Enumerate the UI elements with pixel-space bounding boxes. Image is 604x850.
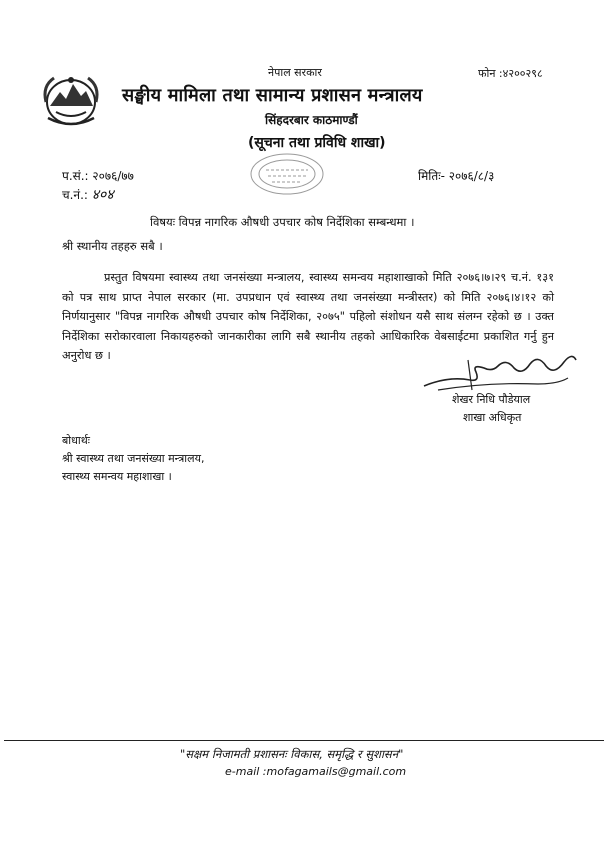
- footer-divider: [4, 740, 604, 741]
- dispatch-label: च.नं.:: [62, 188, 88, 202]
- cc-recipient-1: श्री स्वास्थ्य तथा जनसंख्या मन्त्रालय,: [62, 452, 205, 465]
- letter-subject: विषयः विपन्न नागरिक औषधी उपचार कोष निर्देशिका सम्बन्धमा ।: [150, 215, 415, 229]
- dispatch-value: ४०४: [91, 187, 114, 203]
- ministry-title: सङ्घीय मामिला तथा सामान्य प्रशासन मन्त्रालय: [122, 85, 423, 106]
- phone-number: फोन :४२००२९८: [478, 67, 543, 80]
- letter-date: मितिः- २०७६/८/३: [418, 169, 495, 183]
- ministry-address: सिंहदरबार काठमाण्डौं: [265, 113, 358, 127]
- salutation: श्री स्थानीय तहहरु सबै ।: [62, 239, 163, 253]
- cc-recipient-2: स्वास्थ्य समन्वय महाशाखा ।: [62, 470, 172, 483]
- government-name: नेपाल सरकार: [268, 66, 322, 79]
- signatory-title: शाखा अधिकृत: [463, 411, 522, 424]
- section-name: (सूचना तथा प्रविधि शाखा): [248, 135, 386, 151]
- cc-label: बोधार्थः: [62, 434, 90, 447]
- office-stamp-icon: [236, 150, 338, 198]
- footer-email: e-mail :mofagamails@gmail.com: [225, 765, 407, 778]
- letter-reference-number: प.सं.: २०७६/७७: [62, 169, 134, 183]
- dispatch-number: [62, 185, 114, 204]
- footer-motto: "सक्षम निजामती प्रशासनः विकास, समृद्धि र सुशासन": [180, 747, 404, 761]
- nepal-emblem-icon: [40, 72, 102, 128]
- signatory-name: शेखर निधि पौडेयाल: [452, 393, 531, 406]
- letter-body: प्रस्तुत विषयमा स्वास्थ्य तथा जनसंख्या मन्त्रालय, स्वास्थ्य समन्वय महाशाखाको मिति २०७६।७।२९ च.नं. १३१ को पत्र साथ प्राप्त नेपाल सरकार (मा. उपप्रधान एवं स्वास्थ्य तथा जनसंख्या मन्त्रीस्तर) को मिति २०७६।४।१२ को निर्णयानुसार "विपन्न नागरिक औषधी उपचार कोष निर्देशिका, २०७५" पहिलो संशोधन यसै साथ संलग्न रहेको छ । उक्त निर्देशिका सरोकारवाला निकायहरुको जानकारीका लागि सबै स्थानीय तहको आधिकारिक वेबसाईटमा प्रकाशित गर्नु हुन अनुरोध छ ।: [62, 271, 554, 362]
